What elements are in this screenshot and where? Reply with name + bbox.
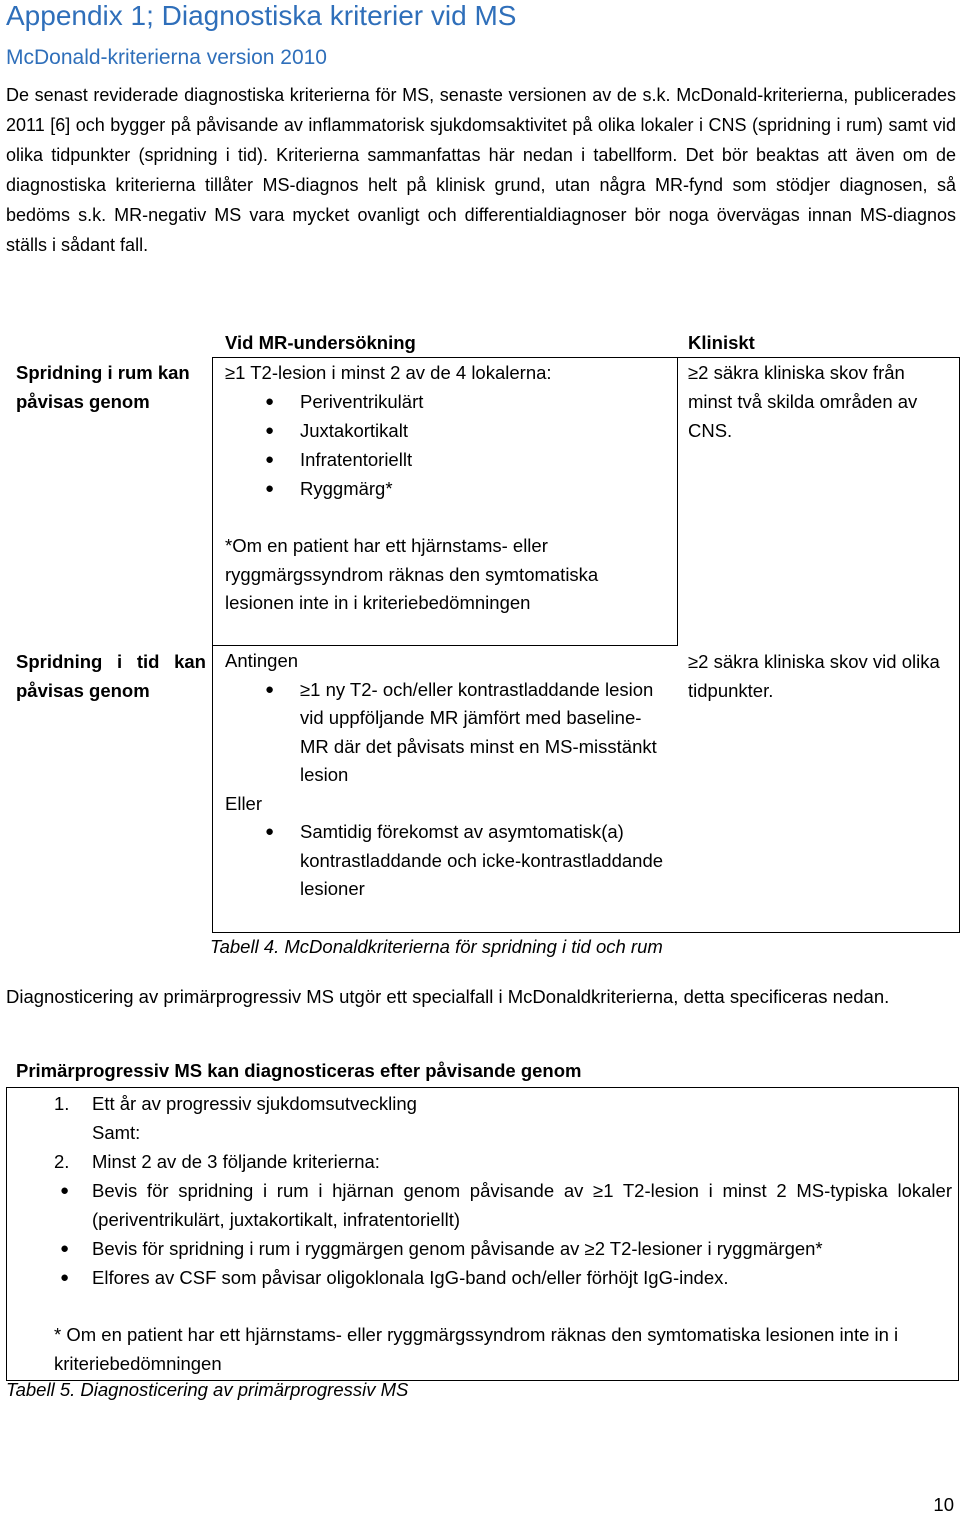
list-item: ● ≥1 ny T2- och/eller kontrastladdande lesion vid uppföljande MR jämfört med baseline-MR där det påvisats minst en MS-misstänkt lesion [225,676,670,790]
bullet-icon: ● [60,1182,70,1199]
table5-caption: Tabell 5. Diagnosticering av primärprogressiv MS [6,1379,409,1400]
table5-num-1: 1. [54,1093,70,1114]
row2-clinical: ≥2 säkra kliniska skov vid olika tidpunkter. [688,651,940,701]
page-heading: Appendix 1; Diagnostiska kriterier vid MS [6,0,517,31]
row1-clinical: ≥2 säkra kliniska skov från minst två skilda områden av CNS. [688,362,918,441]
table5-bullet-1: Bevis för spridning i rum i hjärnan genom påvisande av ≥1 T2-lesion i minst 2 MS-typiska lokaler (periventrikulärt, juxtakortikalt, infratentoriellt) [92,1180,952,1230]
table5-bullet-3: Elfores av CSF som påvisar oligoklonala IgG-band och/eller förhöjt IgG-index. [92,1267,729,1288]
row2-either: Antingen [225,650,299,671]
row1-mr-cell [225,358,670,503]
column-header-clinical: Kliniskt [688,332,755,353]
table5-samt: Samt: [92,1122,141,1143]
bullet-icon: ● [60,1240,70,1257]
table4-caption: Tabell 4. McDonaldkriterierna för spridning i tid och rum [210,936,663,957]
table5-bullet-2: Bevis för spridning i rum i ryggmärgen genom påvisande av ≥2 T2-lesioner i ryggmärgen* [92,1238,823,1259]
list-item: ● Periventrikulärt [225,387,670,416]
column-header-mr: Vid MR-undersökning [225,332,416,353]
row2-or: Eller [225,792,263,814]
table5-title: Primärprogressiv MS kan diagnosticeras efter påvisande genom [16,1060,582,1081]
page-subheading: McDonald-kriterierna version 2010 [6,46,327,69]
list-item: ● Juxtakortikalt [225,416,670,445]
paragraph-primary-progressive: Diagnosticering av primärprogressiv MS utgör ett specialfall i McDonaldkriterierna, detta specificeras nedan. [6,986,890,1007]
page-number: 10 [933,1494,954,1515]
row2-mr-cell [225,647,670,904]
row1-mr-note: *Om en patient har ett hjärnstams- eller ryggmärgssyndrom räknas den symtomatiska lesionen inte in i kriteriebedömningen [225,535,599,613]
row-label-time: Spridning i tid kan påvisas genom [16,651,206,701]
table5-item-2: Minst 2 av de 3 följande kriterierna: [92,1151,380,1172]
row-label-space: Spridning i rum kan påvisas genom [16,362,190,412]
list-item: ● Ryggmärg* [225,474,670,503]
row1-mr-intro: ≥1 T2-lesion i minst 2 av de 4 lokalerna: [225,362,552,383]
bullet-icon: ● [60,1269,70,1286]
table5-note: * Om en patient har ett hjärnstams- eller ryggmärgssyndrom räknas den symtomatiska lesionen inte in i kriteriebedömningen [54,1324,899,1374]
row1-mr-list [225,387,670,503]
table5-num-2: 2. [54,1151,70,1172]
list-item: ● Infratentoriellt [225,445,670,474]
table5-item-1: Ett år av progressiv sjukdomsutveckling [92,1093,417,1114]
intro-paragraph: De senast reviderade diagnostiska kriterierna för MS, senaste versionen av de s.k. McDonald-kriterierna, publicerades 2011 [6] och bygger på påvisande av inflammatorisk sjukdomsaktivitet på olika lokaler i CNS (spridning i rum) samt vid olika tidpunkter (spridning i tid). Kriterierna sammanfattas här nedan i tabellform. Det bör beaktas att även om de diagnostiska kriterierna tillåter MS-diagnos helt på klinisk grund, utan några MR-fynd som stödjer diagnosen, så bedöms s.k. MR-negativ MS vara mycket ovanligt och differentialdiagnoser bör noga övervägas innan MS-diagnos ställs i sådant fall. [6,85,956,255]
list-item: ● Samtidig förekomst av asymtomatisk(a) kontrastladdande och icke-kontrastladdande lesioner [225,818,670,904]
